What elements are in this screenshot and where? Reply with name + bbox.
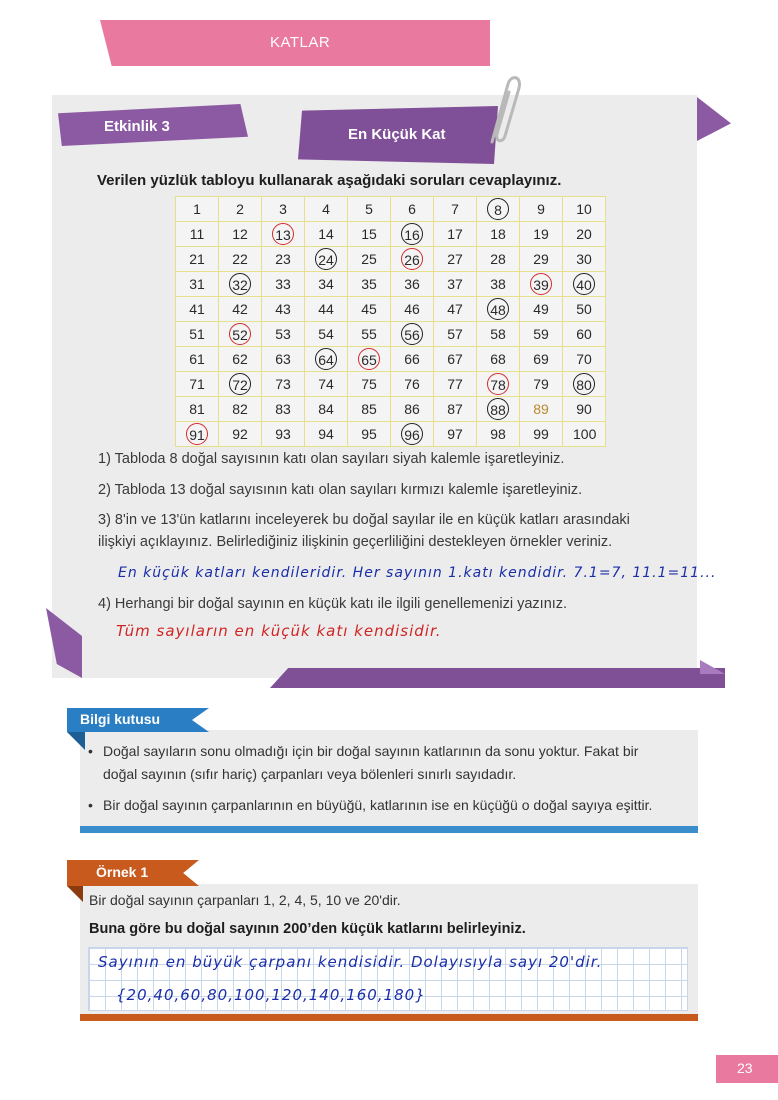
table-cell xyxy=(348,347,391,372)
number: 35 xyxy=(361,276,377,292)
table-cell xyxy=(262,322,305,347)
table-cell xyxy=(305,322,348,347)
table-row xyxy=(176,322,606,347)
table-cell xyxy=(477,347,520,372)
number: 50 xyxy=(576,301,592,317)
table-row xyxy=(176,397,606,422)
number: 95 xyxy=(361,426,377,442)
paperclip-icon xyxy=(478,72,522,148)
number-circled-black: 80 xyxy=(573,373,595,395)
number-circled-red: 52 xyxy=(229,323,251,345)
number-circled-black: 24 xyxy=(315,248,337,270)
number-circled-black: 88 xyxy=(487,398,509,420)
table-cell xyxy=(348,322,391,347)
table-row xyxy=(176,372,606,397)
number: 76 xyxy=(404,376,420,392)
table-cell xyxy=(219,247,262,272)
number: 20 xyxy=(576,226,592,242)
table-cell xyxy=(262,297,305,322)
number: 47 xyxy=(447,301,463,317)
table-cell xyxy=(348,422,391,447)
table-row xyxy=(176,197,606,222)
table-cell xyxy=(434,422,477,447)
number: 98 xyxy=(490,426,506,442)
number: 89 xyxy=(533,401,549,417)
table-cell xyxy=(563,197,606,222)
example-answer-line-1: Sayının en büyük çarpanı kendisidir. Dolayısıyla sayı 20'dir. xyxy=(98,953,603,971)
table-cell xyxy=(262,372,305,397)
bullet-icon: • xyxy=(88,797,93,813)
table-cell xyxy=(305,222,348,247)
number-circled-black: 64 xyxy=(315,348,337,370)
table-cell xyxy=(176,222,219,247)
table-cell xyxy=(477,247,520,272)
table-cell xyxy=(477,422,520,447)
number: 21 xyxy=(189,251,205,267)
number: 94 xyxy=(318,426,334,442)
number: 1 xyxy=(193,201,201,217)
number: 41 xyxy=(189,301,205,317)
number: 44 xyxy=(318,301,334,317)
number: 17 xyxy=(447,226,463,242)
number: 92 xyxy=(232,426,248,442)
number: 70 xyxy=(576,351,592,367)
table-cell xyxy=(219,422,262,447)
table-cell xyxy=(520,347,563,372)
activity-label: Etkinlik 3 xyxy=(104,118,170,135)
number: 84 xyxy=(318,401,334,417)
number: 62 xyxy=(232,351,248,367)
number: 34 xyxy=(318,276,334,292)
info-box-bottom-bar xyxy=(80,826,698,833)
panel-corner-ribbon-right xyxy=(697,97,731,141)
question-2: 2) Tabloda 13 doğal sayısının katı olan sayıları kırmızı kalemle işaretleyiniz. xyxy=(98,482,583,498)
table-cell xyxy=(563,422,606,447)
table-cell xyxy=(520,297,563,322)
number: 5 xyxy=(365,201,373,217)
table-cell xyxy=(262,347,305,372)
number: 30 xyxy=(576,251,592,267)
number-circled-black: 8 xyxy=(487,198,509,220)
number: 83 xyxy=(275,401,291,417)
number-circled-red: 78 xyxy=(487,373,509,395)
number: 10 xyxy=(576,201,592,217)
table-cell xyxy=(176,397,219,422)
hundred-chart xyxy=(175,196,606,447)
info-bullet-1-line-2: doğal sayının (sıfır hariç) çarpanları veya bölenleri sınırlı sayıdadır. xyxy=(103,766,517,782)
number-circled-black: 32 xyxy=(229,273,251,295)
number-circled-black: 56 xyxy=(401,323,423,345)
number: 67 xyxy=(447,351,463,367)
number: 37 xyxy=(447,276,463,292)
table-cell xyxy=(391,297,434,322)
number: 93 xyxy=(275,426,291,442)
table-row xyxy=(176,272,606,297)
table-cell xyxy=(520,322,563,347)
table-cell xyxy=(176,297,219,322)
number: 86 xyxy=(404,401,420,417)
number-circled-black: 40 xyxy=(573,273,595,295)
table-cell xyxy=(434,272,477,297)
table-cell xyxy=(563,372,606,397)
table-cell xyxy=(520,397,563,422)
number-circled-red: 26 xyxy=(401,248,423,270)
table-cell xyxy=(391,372,434,397)
table-cell xyxy=(219,272,262,297)
number: 71 xyxy=(189,376,205,392)
number: 45 xyxy=(361,301,377,317)
number: 36 xyxy=(404,276,420,292)
number: 87 xyxy=(447,401,463,417)
table-cell xyxy=(305,347,348,372)
table-cell xyxy=(348,297,391,322)
table-cell xyxy=(305,297,348,322)
table-cell xyxy=(176,247,219,272)
table-cell xyxy=(520,272,563,297)
table-cell xyxy=(348,397,391,422)
table-cell xyxy=(219,222,262,247)
table-cell xyxy=(477,297,520,322)
table-cell xyxy=(305,372,348,397)
table-cell xyxy=(520,197,563,222)
number: 33 xyxy=(275,276,291,292)
table-cell xyxy=(477,397,520,422)
number-circled-black: 72 xyxy=(229,373,251,395)
number: 77 xyxy=(447,376,463,392)
number: 99 xyxy=(533,426,549,442)
table-cell xyxy=(219,397,262,422)
number-circled-red: 65 xyxy=(358,348,380,370)
table-cell xyxy=(348,197,391,222)
table-cell xyxy=(348,372,391,397)
number: 90 xyxy=(576,401,592,417)
table-cell xyxy=(262,397,305,422)
number: 57 xyxy=(447,326,463,342)
number: 100 xyxy=(573,426,597,442)
table-cell xyxy=(348,247,391,272)
panel-bottom-fold xyxy=(700,660,725,674)
table-cell xyxy=(434,222,477,247)
number: 81 xyxy=(189,401,205,417)
table-cell xyxy=(434,322,477,347)
table-cell xyxy=(262,272,305,297)
number-circled-red: 13 xyxy=(272,223,294,245)
table-cell xyxy=(219,372,262,397)
number: 25 xyxy=(361,251,377,267)
example-line-2: Buna göre bu doğal sayının 200’den küçük katlarını belirleyiniz. xyxy=(89,921,526,937)
info-bullet-1-line-1: Doğal sayıların sonu olmadığı için bir doğal sayının katlarının da sonu yoktur. Fakat bir xyxy=(103,743,639,759)
number: 59 xyxy=(533,326,549,342)
number: 14 xyxy=(318,226,334,242)
table-cell xyxy=(219,347,262,372)
table-cell xyxy=(434,347,477,372)
page-number: 23 xyxy=(737,1060,753,1076)
table-cell xyxy=(391,197,434,222)
number: 49 xyxy=(533,301,549,317)
number: 97 xyxy=(447,426,463,442)
table-cell xyxy=(219,322,262,347)
table-cell xyxy=(391,422,434,447)
number: 3 xyxy=(279,201,287,217)
table-cell xyxy=(176,322,219,347)
number-circled-red: 39 xyxy=(530,273,552,295)
number: 75 xyxy=(361,376,377,392)
table-cell xyxy=(477,372,520,397)
panel-bottom-band xyxy=(270,668,725,688)
number: 60 xyxy=(576,326,592,342)
table-cell xyxy=(563,222,606,247)
number: 38 xyxy=(490,276,506,292)
number-circled-black: 48 xyxy=(487,298,509,320)
table-cell xyxy=(434,397,477,422)
number: 73 xyxy=(275,376,291,392)
table-cell xyxy=(391,347,434,372)
number: 69 xyxy=(533,351,549,367)
number: 27 xyxy=(447,251,463,267)
example-title: Örnek 1 xyxy=(96,864,149,880)
info-box-tag-fold xyxy=(67,732,85,750)
table-cell xyxy=(219,197,262,222)
bullet-icon: • xyxy=(88,743,93,759)
table-cell xyxy=(563,322,606,347)
number: 12 xyxy=(232,226,248,242)
number: 61 xyxy=(189,351,205,367)
number: 11 xyxy=(189,226,205,242)
answer-3-handwritten: En küçük katları kendileridir. Her sayının 1.katı kendidir. 7.1=7, 11.1=11... xyxy=(118,565,717,581)
question-3-line-1: 3) 8'in ve 13'ün katlarını inceleyerek bu doğal sayılar ile en küçük katları arasındaki xyxy=(98,512,630,528)
number: 46 xyxy=(404,301,420,317)
table-row xyxy=(176,347,606,372)
number: 28 xyxy=(490,251,506,267)
number: 29 xyxy=(533,251,549,267)
table-cell xyxy=(348,222,391,247)
number: 58 xyxy=(490,326,506,342)
number: 18 xyxy=(490,226,506,242)
table-cell xyxy=(305,197,348,222)
table-cell xyxy=(434,372,477,397)
number-circled-red: 91 xyxy=(186,423,208,445)
number: 82 xyxy=(232,401,248,417)
question-1: 1) Tabloda 8 doğal sayısının katı olan sayıları siyah kalemle işaretleyiniz. xyxy=(98,451,565,467)
number-circled-black: 16 xyxy=(401,223,423,245)
table-cell xyxy=(563,247,606,272)
example-line-1: Bir doğal sayının çarpanları 1, 2, 4, 5, 10 ve 20'dir. xyxy=(89,892,401,908)
table-cell xyxy=(176,347,219,372)
number: 68 xyxy=(490,351,506,367)
table-cell xyxy=(477,272,520,297)
number: 51 xyxy=(189,326,205,342)
table-cell xyxy=(348,272,391,297)
number: 42 xyxy=(232,301,248,317)
table-cell xyxy=(305,397,348,422)
table-row xyxy=(176,297,606,322)
example-tag-fold xyxy=(67,886,83,902)
table-cell xyxy=(305,422,348,447)
table-cell xyxy=(391,272,434,297)
table-cell xyxy=(391,222,434,247)
question-4: 4) Herhangi bir doğal sayının en küçük katı ile ilgili genellemenizi yazınız. xyxy=(98,596,568,612)
info-box-title: Bilgi kutusu xyxy=(80,711,161,727)
table-cell xyxy=(477,197,520,222)
table-cell xyxy=(563,297,606,322)
number: 4 xyxy=(322,201,330,217)
number: 43 xyxy=(275,301,291,317)
number: 63 xyxy=(275,351,291,367)
table-cell xyxy=(262,422,305,447)
chapter-title: KATLAR xyxy=(270,34,331,51)
table-cell xyxy=(520,372,563,397)
number: 85 xyxy=(361,401,377,417)
number: 15 xyxy=(361,226,377,242)
table-cell xyxy=(563,272,606,297)
table-cell xyxy=(477,222,520,247)
table-cell xyxy=(176,197,219,222)
table-cell xyxy=(520,222,563,247)
number: 79 xyxy=(533,376,549,392)
number: 6 xyxy=(408,201,416,217)
table-cell xyxy=(262,197,305,222)
number: 23 xyxy=(275,251,291,267)
table-cell xyxy=(434,247,477,272)
number: 2 xyxy=(236,201,244,217)
table-cell xyxy=(176,272,219,297)
number: 55 xyxy=(361,326,377,342)
number: 31 xyxy=(189,276,205,292)
table-cell xyxy=(434,197,477,222)
table-cell xyxy=(520,247,563,272)
table-cell xyxy=(262,222,305,247)
activity-intro: Verilen yüzlük tabloyu kullanarak aşağıdaki soruları cevaplayınız. xyxy=(97,172,562,189)
table-cell xyxy=(391,322,434,347)
example-bottom-bar xyxy=(80,1014,698,1021)
table-cell xyxy=(391,247,434,272)
number: 22 xyxy=(232,251,248,267)
table-cell xyxy=(305,272,348,297)
number-circled-black: 96 xyxy=(401,423,423,445)
table-row xyxy=(176,222,606,247)
table-cell xyxy=(176,422,219,447)
table-cell xyxy=(520,422,563,447)
number: 74 xyxy=(318,376,334,392)
table-cell xyxy=(563,397,606,422)
table-row xyxy=(176,422,606,447)
number: 19 xyxy=(533,226,549,242)
table-row xyxy=(176,247,606,272)
table-cell xyxy=(262,247,305,272)
number: 9 xyxy=(537,201,545,217)
question-3-line-2: ilişkiyi açıklayınız. Belirlediğiniz ilişkinin geçerliliğini destekleyen örnekler veriniz. xyxy=(98,534,613,550)
number: 54 xyxy=(318,326,334,342)
table-cell xyxy=(305,247,348,272)
number: 66 xyxy=(404,351,420,367)
table-cell xyxy=(563,347,606,372)
answer-4-handwritten: Tüm sayıların en küçük katı kendisidir. xyxy=(116,622,442,640)
table-cell xyxy=(391,397,434,422)
table-cell xyxy=(219,297,262,322)
table-cell xyxy=(176,372,219,397)
activity-title: En Küçük Kat xyxy=(348,126,446,143)
number: 7 xyxy=(451,201,459,217)
table-cell xyxy=(477,322,520,347)
table-cell xyxy=(434,297,477,322)
info-bullet-2: Bir doğal sayının çarpanlarının en büyüğü, katlarının ise en küçüğü o doğal sayıya eşittir. xyxy=(103,797,653,813)
example-answer-line-2: {20,40,60,80,100,120,140,160,180} xyxy=(116,986,426,1004)
number: 53 xyxy=(275,326,291,342)
